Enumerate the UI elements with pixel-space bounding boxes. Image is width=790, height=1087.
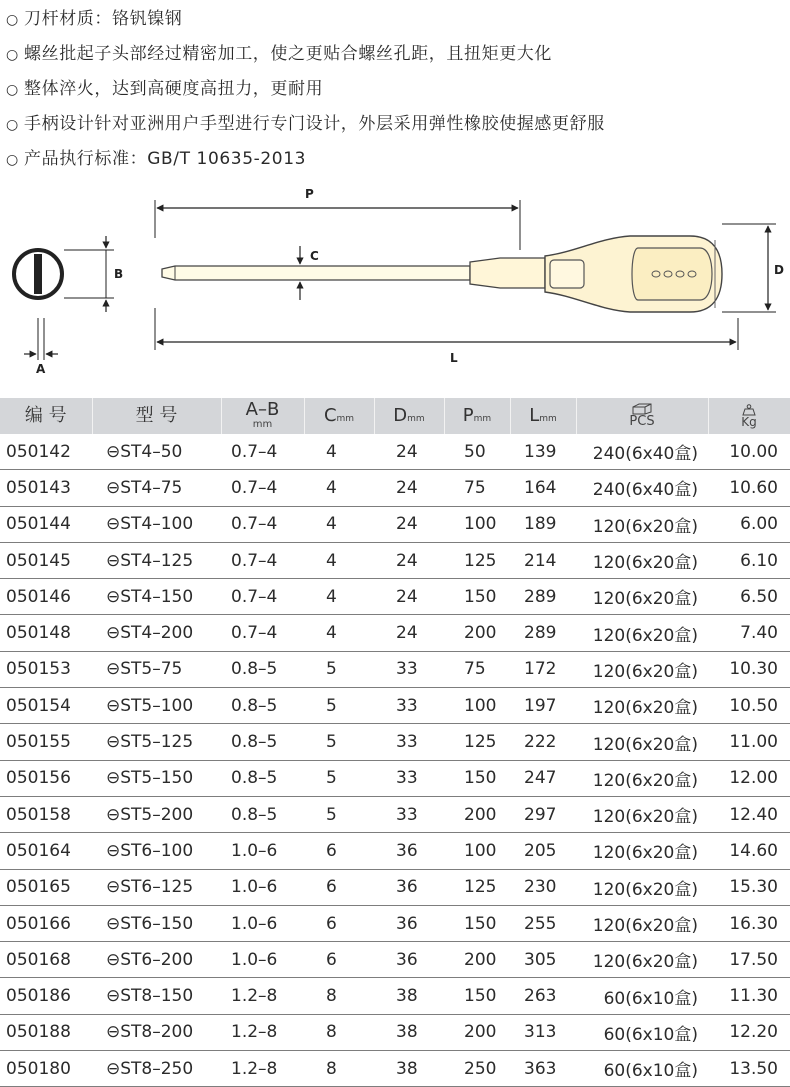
feature-standard: ○ 产品执行标准：GB/T 10635-2013 (6, 142, 786, 177)
bullet-icon: ○ (6, 12, 19, 28)
cell-pcs: 120(6x20盒) (576, 796, 708, 832)
cell-ab: 0.7–4 (221, 434, 304, 470)
cell-ab: 0.7–4 (221, 579, 304, 615)
cell-pcs: 120(6x20盒) (576, 905, 708, 941)
cell-pcs: 120(6x20盒) (576, 651, 708, 687)
cell-l: 289 (510, 579, 576, 615)
cell-pcs: 120(6x20盒) (576, 579, 708, 615)
cell-p: 100 (444, 833, 510, 869)
cell-c: 6 (304, 833, 374, 869)
cell-ab: 0.8–5 (221, 796, 304, 832)
table-row (0, 651, 790, 687)
cell-l: 189 (510, 506, 576, 542)
cell-d: 38 (374, 1014, 444, 1050)
cell-ab: 1.2–8 (221, 978, 304, 1014)
header-code: 编 号 (0, 398, 92, 434)
spec-table (0, 398, 790, 1087)
cell-d: 36 (374, 905, 444, 941)
cell-ab: 0.7–4 (221, 470, 304, 506)
cell-kg: 12.00 (708, 760, 790, 796)
table-row (0, 470, 790, 506)
cell-model: ⊖ST6–200 (92, 942, 221, 978)
dimension-a (24, 318, 58, 376)
cell-model: ⊖ST6–100 (92, 833, 221, 869)
cell-code: 050144 (0, 506, 92, 542)
weight-icon (742, 404, 756, 416)
table-row (0, 978, 790, 1014)
cell-kg: 12.20 (708, 1014, 790, 1050)
cell-kg: 6.50 (708, 579, 790, 615)
slotted-tip-icon: ⊖ (106, 1058, 121, 1079)
cell-pcs: 120(6x20盒) (576, 688, 708, 724)
screwdriver-handle (545, 236, 722, 312)
slotted-tip-icon: ⊖ (106, 913, 121, 934)
cell-l: 139 (510, 434, 576, 470)
cell-d: 36 (374, 869, 444, 905)
table-row (0, 942, 790, 978)
slotted-tip-icon: ⊖ (106, 441, 121, 462)
svg-text:A: A (36, 362, 46, 376)
cell-code: 050154 (0, 688, 92, 724)
table-row (0, 760, 790, 796)
dimension-b (64, 236, 123, 312)
cell-c: 5 (304, 651, 374, 687)
cell-code: 050142 (0, 434, 92, 470)
feature-quench: ○ 整体淬火，达到高硬度高扭力，更耐用 (6, 72, 786, 107)
cell-p: 100 (444, 688, 510, 724)
dimension-l (155, 308, 738, 365)
cell-p: 75 (444, 470, 510, 506)
cell-l: 222 (510, 724, 576, 760)
cell-model: ⊖ST8–200 (92, 1014, 221, 1050)
feature-handle: ○ 手柄设计针对亚洲用户手型进行专门设计，外层采用弹性橡胶使握感更舒服 (6, 107, 786, 142)
cell-d: 36 (374, 833, 444, 869)
cell-d: 33 (374, 688, 444, 724)
cell-pcs: 60(6x10盒) (576, 1051, 708, 1087)
header-pcs: PCS (576, 398, 708, 434)
cell-p: 50 (444, 434, 510, 470)
slot-tip-end-view-icon (14, 250, 62, 298)
cell-kg: 13.50 (708, 1051, 790, 1087)
feature-material: ○ 刀杆材质：铬钒镍钢 (6, 2, 786, 37)
cell-kg: 12.40 (708, 796, 790, 832)
cell-code: 050166 (0, 905, 92, 941)
cell-code: 050180 (0, 1051, 92, 1087)
cell-kg: 7.40 (708, 615, 790, 651)
cell-p: 125 (444, 724, 510, 760)
cell-pcs: 120(6x20盒) (576, 724, 708, 760)
cell-l: 255 (510, 905, 576, 941)
cell-code: 050143 (0, 470, 92, 506)
bullet-icon: ○ (6, 117, 19, 133)
spec-table-body (0, 434, 790, 1087)
slotted-tip-icon: ⊖ (106, 768, 121, 789)
cell-l: 263 (510, 978, 576, 1014)
header-kg: Kg (708, 398, 790, 434)
cell-ab: 0.7–4 (221, 615, 304, 651)
slotted-tip-icon: ⊖ (106, 949, 121, 970)
cell-p: 200 (444, 942, 510, 978)
header-p: Pmm (444, 398, 510, 434)
table-row (0, 688, 790, 724)
cell-ab: 1.2–8 (221, 1051, 304, 1087)
cell-ab: 1.0–6 (221, 833, 304, 869)
cell-c: 4 (304, 542, 374, 578)
cell-d: 33 (374, 796, 444, 832)
cell-code: 050155 (0, 724, 92, 760)
feature-precision: ○ 螺丝批起子头部经过精密加工，使之更贴合螺丝孔距，且扭矩更大化 (6, 37, 786, 72)
cell-c: 8 (304, 1014, 374, 1050)
svg-text:P: P (305, 187, 314, 201)
cell-p: 75 (444, 651, 510, 687)
cell-pcs: 120(6x20盒) (576, 615, 708, 651)
cell-ab: 0.8–5 (221, 688, 304, 724)
header-l: Lmm (510, 398, 576, 434)
cell-l: 172 (510, 651, 576, 687)
cell-kg: 14.60 (708, 833, 790, 869)
svg-text:B: B (114, 267, 124, 281)
cell-p: 125 (444, 542, 510, 578)
cell-l: 197 (510, 688, 576, 724)
table-row (0, 833, 790, 869)
cell-p: 150 (444, 579, 510, 615)
cell-code: 050168 (0, 942, 92, 978)
cell-code: 050164 (0, 833, 92, 869)
cell-model: ⊖ST4–100 (92, 506, 221, 542)
table-row (0, 905, 790, 941)
cell-p: 150 (444, 978, 510, 1014)
cell-kg: 6.10 (708, 542, 790, 578)
cell-c: 5 (304, 688, 374, 724)
cell-d: 33 (374, 724, 444, 760)
cell-c: 6 (304, 905, 374, 941)
cell-model: ⊖ST5–75 (92, 651, 221, 687)
cell-model: ⊖ST4–150 (92, 579, 221, 615)
slotted-tip-icon: ⊖ (106, 1022, 121, 1043)
cell-ab: 1.0–6 (221, 942, 304, 978)
cell-p: 200 (444, 796, 510, 832)
cell-ab: 0.8–5 (221, 760, 304, 796)
slotted-tip-icon: ⊖ (106, 840, 121, 861)
cell-kg: 10.60 (708, 470, 790, 506)
cell-code: 050165 (0, 869, 92, 905)
cell-c: 6 (304, 942, 374, 978)
screwdriver-dimension-diagram (0, 178, 790, 388)
dimension-d (722, 224, 784, 312)
cell-c: 8 (304, 978, 374, 1014)
cell-l: 247 (510, 760, 576, 796)
header-c: Cmm (304, 398, 374, 434)
screwdriver-drawing (0, 178, 790, 388)
cell-ab: 0.7–4 (221, 506, 304, 542)
cell-pcs: 60(6x10盒) (576, 1014, 708, 1050)
cell-p: 150 (444, 905, 510, 941)
cell-c: 5 (304, 724, 374, 760)
cell-pcs: 120(6x20盒) (576, 942, 708, 978)
cell-code: 050145 (0, 542, 92, 578)
cell-l: 297 (510, 796, 576, 832)
cell-code: 050148 (0, 615, 92, 651)
cell-c: 6 (304, 869, 374, 905)
cell-d: 36 (374, 942, 444, 978)
table-row (0, 579, 790, 615)
cell-l: 363 (510, 1051, 576, 1087)
cell-d: 33 (374, 760, 444, 796)
cell-l: 214 (510, 542, 576, 578)
cell-c: 4 (304, 434, 374, 470)
cell-pcs: 60(6x10盒) (576, 978, 708, 1014)
cell-d: 38 (374, 1051, 444, 1087)
header-d: Dmm (374, 398, 444, 434)
cell-model: ⊖ST4–75 (92, 470, 221, 506)
table-row (0, 724, 790, 760)
screwdriver-shaft (162, 258, 545, 288)
cell-p: 125 (444, 869, 510, 905)
cell-model: ⊖ST5–125 (92, 724, 221, 760)
slotted-tip-icon: ⊖ (106, 986, 121, 1007)
cell-pcs: 240(6x40盒) (576, 434, 708, 470)
cell-pcs: 240(6x40盒) (576, 470, 708, 506)
cell-p: 250 (444, 1051, 510, 1087)
cell-p: 200 (444, 615, 510, 651)
slotted-tip-icon: ⊖ (106, 732, 121, 753)
slotted-tip-icon: ⊖ (106, 804, 121, 825)
cell-l: 313 (510, 1014, 576, 1050)
cell-kg: 11.00 (708, 724, 790, 760)
table-row (0, 796, 790, 832)
cell-l: 230 (510, 869, 576, 905)
slotted-tip-icon: ⊖ (106, 659, 121, 680)
cell-kg: 10.50 (708, 688, 790, 724)
table-row (0, 542, 790, 578)
slotted-tip-icon: ⊖ (106, 695, 121, 716)
cell-model: ⊖ST8–250 (92, 1051, 221, 1087)
slotted-tip-icon: ⊖ (106, 514, 121, 535)
cell-kg: 15.30 (708, 869, 790, 905)
table-row (0, 1051, 790, 1087)
table-row (0, 615, 790, 651)
cell-d: 24 (374, 615, 444, 651)
cell-c: 4 (304, 470, 374, 506)
cell-kg: 11.30 (708, 978, 790, 1014)
feature-list (6, 2, 786, 177)
cell-code: 050188 (0, 1014, 92, 1050)
cell-c: 5 (304, 796, 374, 832)
cell-d: 24 (374, 434, 444, 470)
cell-pcs: 120(6x20盒) (576, 506, 708, 542)
cell-c: 4 (304, 615, 374, 651)
cell-kg: 6.00 (708, 506, 790, 542)
bullet-icon: ○ (6, 47, 19, 63)
cell-model: ⊖ST5–100 (92, 688, 221, 724)
cell-kg: 10.00 (708, 434, 790, 470)
cell-d: 24 (374, 542, 444, 578)
dimension-p (155, 187, 520, 250)
cell-d: 24 (374, 579, 444, 615)
cell-pcs: 120(6x20盒) (576, 542, 708, 578)
cell-ab: 0.8–5 (221, 724, 304, 760)
cell-kg: 17.50 (708, 942, 790, 978)
cell-c: 4 (304, 506, 374, 542)
cell-kg: 16.30 (708, 905, 790, 941)
cell-code: 050153 (0, 651, 92, 687)
cell-model: ⊖ST4–125 (92, 542, 221, 578)
cell-model: ⊖ST4–50 (92, 434, 221, 470)
svg-text:L: L (450, 351, 458, 365)
slotted-tip-icon: ⊖ (106, 586, 121, 607)
cell-p: 150 (444, 760, 510, 796)
cell-model: ⊖ST6–150 (92, 905, 221, 941)
svg-text:C: C (310, 249, 319, 263)
cell-kg: 10.30 (708, 651, 790, 687)
cell-ab: 0.7–4 (221, 542, 304, 578)
table-row (0, 1014, 790, 1050)
cell-p: 100 (444, 506, 510, 542)
svg-text:D: D (774, 263, 784, 277)
cell-code: 050186 (0, 978, 92, 1014)
cell-model: ⊖ST6–125 (92, 869, 221, 905)
cell-d: 38 (374, 978, 444, 1014)
cell-d: 24 (374, 470, 444, 506)
cell-l: 205 (510, 833, 576, 869)
cell-c: 8 (304, 1051, 374, 1087)
cell-c: 5 (304, 760, 374, 796)
cell-pcs: 120(6x20盒) (576, 869, 708, 905)
cell-ab: 0.8–5 (221, 651, 304, 687)
cell-ab: 1.0–6 (221, 905, 304, 941)
cell-code: 050146 (0, 579, 92, 615)
slotted-tip-icon: ⊖ (106, 877, 121, 898)
cell-model: ⊖ST5–200 (92, 796, 221, 832)
cell-l: 305 (510, 942, 576, 978)
cell-pcs: 120(6x20盒) (576, 760, 708, 796)
cell-c: 4 (304, 579, 374, 615)
cell-p: 200 (444, 1014, 510, 1050)
cell-model: ⊖ST5–150 (92, 760, 221, 796)
cell-l: 289 (510, 615, 576, 651)
slotted-tip-icon: ⊖ (106, 550, 121, 571)
header-ab: A–B mm (221, 398, 304, 434)
cell-pcs: 120(6x20盒) (576, 833, 708, 869)
cell-l: 164 (510, 470, 576, 506)
table-header-row (0, 398, 790, 434)
cell-code: 050158 (0, 796, 92, 832)
table-row (0, 434, 790, 470)
slotted-tip-icon: ⊖ (106, 477, 121, 498)
table-row (0, 869, 790, 905)
bullet-icon: ○ (6, 82, 19, 98)
header-model: 型 号 (92, 398, 221, 434)
cell-model: ⊖ST4–200 (92, 615, 221, 651)
cell-d: 24 (374, 506, 444, 542)
table-row (0, 506, 790, 542)
bullet-icon: ○ (6, 152, 19, 168)
cell-d: 33 (374, 651, 444, 687)
cell-code: 050156 (0, 760, 92, 796)
cell-ab: 1.0–6 (221, 869, 304, 905)
cell-model: ⊖ST8–150 (92, 978, 221, 1014)
slotted-tip-icon: ⊖ (106, 623, 121, 644)
cell-ab: 1.2–8 (221, 1014, 304, 1050)
